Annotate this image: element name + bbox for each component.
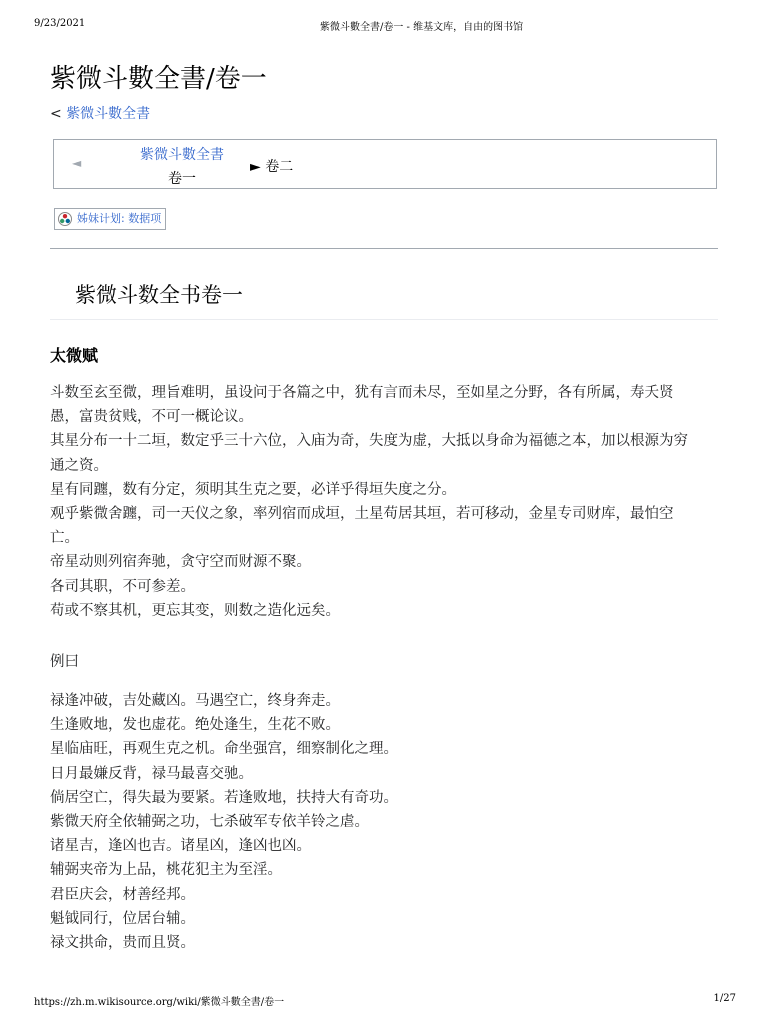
- text-line: 禄文拱命，贵而且贤。: [50, 935, 195, 952]
- print-footer: [0, 991, 768, 1007]
- text-line: 星临庙旺，再观生克之机。命坐强宫，细察制化之理。: [50, 741, 398, 758]
- text-line: 生逢败地，发也虚花。绝处逢生，生花不败。: [50, 717, 340, 734]
- content-divider: [50, 248, 718, 249]
- book-title-link[interactable]: 紫微斗數全書: [140, 147, 224, 163]
- print-header: [0, 14, 768, 33]
- text-line: 魁钺同行，位居台辅。: [50, 910, 195, 927]
- text-line: 愚，富贵贫贱，不可一概论议。: [50, 409, 253, 426]
- next-chapter-label: 卷二: [265, 159, 294, 175]
- text-line: 其星分布一十二垣，数定乎三十六位，入庙为奇，失度为虚，大抵以身命为福德之本，加以根源为穷: [50, 433, 688, 450]
- paragraph-taiweifu: [50, 381, 730, 623]
- print-url: https://zh.m.wikisource.org/wiki/紫微斗數全書/卷一: [34, 997, 285, 1008]
- previous-arrow-icon: ◄: [72, 156, 82, 170]
- next-arrow-icon: ►: [250, 159, 261, 175]
- text-line: 君臣庆会，材善经邦。: [50, 886, 195, 903]
- current-chapter-label: 卷一: [168, 171, 196, 187]
- next-chapter-link[interactable]: [250, 156, 293, 176]
- text-line: 亡。: [50, 530, 79, 547]
- text-line: 辅弼夹帝为上品，桃花犯主为至淫。: [50, 862, 282, 879]
- breadcrumb-parent-link[interactable]: 紫微斗數全書: [66, 106, 151, 122]
- text-line: 紫微天府全依辅弼之功，七杀破军专依羊铃之虐。: [50, 814, 369, 831]
- text-line: 各司其职，不可参差。: [50, 578, 195, 595]
- text-line: 诸星吉，逢凶也吉。诸星凶，逢凶也凶。: [50, 838, 311, 855]
- breadcrumb: [50, 103, 150, 123]
- sister-projects-label: 姊妹计划: 数据项: [77, 212, 162, 225]
- text-line: 观乎紫微舍躔，司一天仪之象，率列宿而成垣，土星苟居其垣，若可移动，金星专司财库，最怕空: [50, 506, 674, 523]
- subsection-title: 太微赋: [50, 346, 99, 365]
- section-title: 紫微斗数全书卷一: [75, 283, 243, 307]
- print-document-title: 紫微斗數全書/卷一 - 维基文库，自由的图书馆: [320, 22, 524, 33]
- text-line: 帝星动则列宿奔驰，贪守空而财源不聚。: [50, 554, 311, 571]
- wikidata-logo-icon: [58, 212, 72, 226]
- print-date: 9/23/2021: [34, 18, 86, 29]
- text-line: 苟或不察其机，更忘其变，则数之造化远矣。: [50, 602, 340, 619]
- text-line: 禄逢冲破，吉处藏凶。马遇空亡，终身奔走。: [50, 693, 340, 709]
- text-line: 通之资。: [50, 457, 108, 474]
- sister-projects-link[interactable]: [54, 208, 166, 230]
- chapter-navigation-box: [53, 139, 717, 189]
- page-title: 紫微斗數全書/卷一: [50, 64, 267, 94]
- paragraph-examples: [50, 689, 730, 955]
- text-line: 日月最嫌反背，禄马最喜交驰。: [50, 765, 253, 782]
- section-divider: [50, 319, 718, 320]
- text-line: 倘居空亡，得失最为要紧。若逢败地，扶持大有奇功。: [50, 789, 398, 806]
- print-page-number: 1/27: [713, 993, 736, 1004]
- text-line: 星有同躔，数有分定，须明其生克之要，必详乎得垣失度之分。: [50, 481, 456, 498]
- example-label: 例曰: [50, 654, 79, 670]
- text-line: 斗数至玄至微，理旨难明，虽设问于各篇之中，犹有言而未尽，至如星之分野，各有所属，寿夭贤: [50, 385, 674, 401]
- breadcrumb-prefix: <: [50, 106, 62, 122]
